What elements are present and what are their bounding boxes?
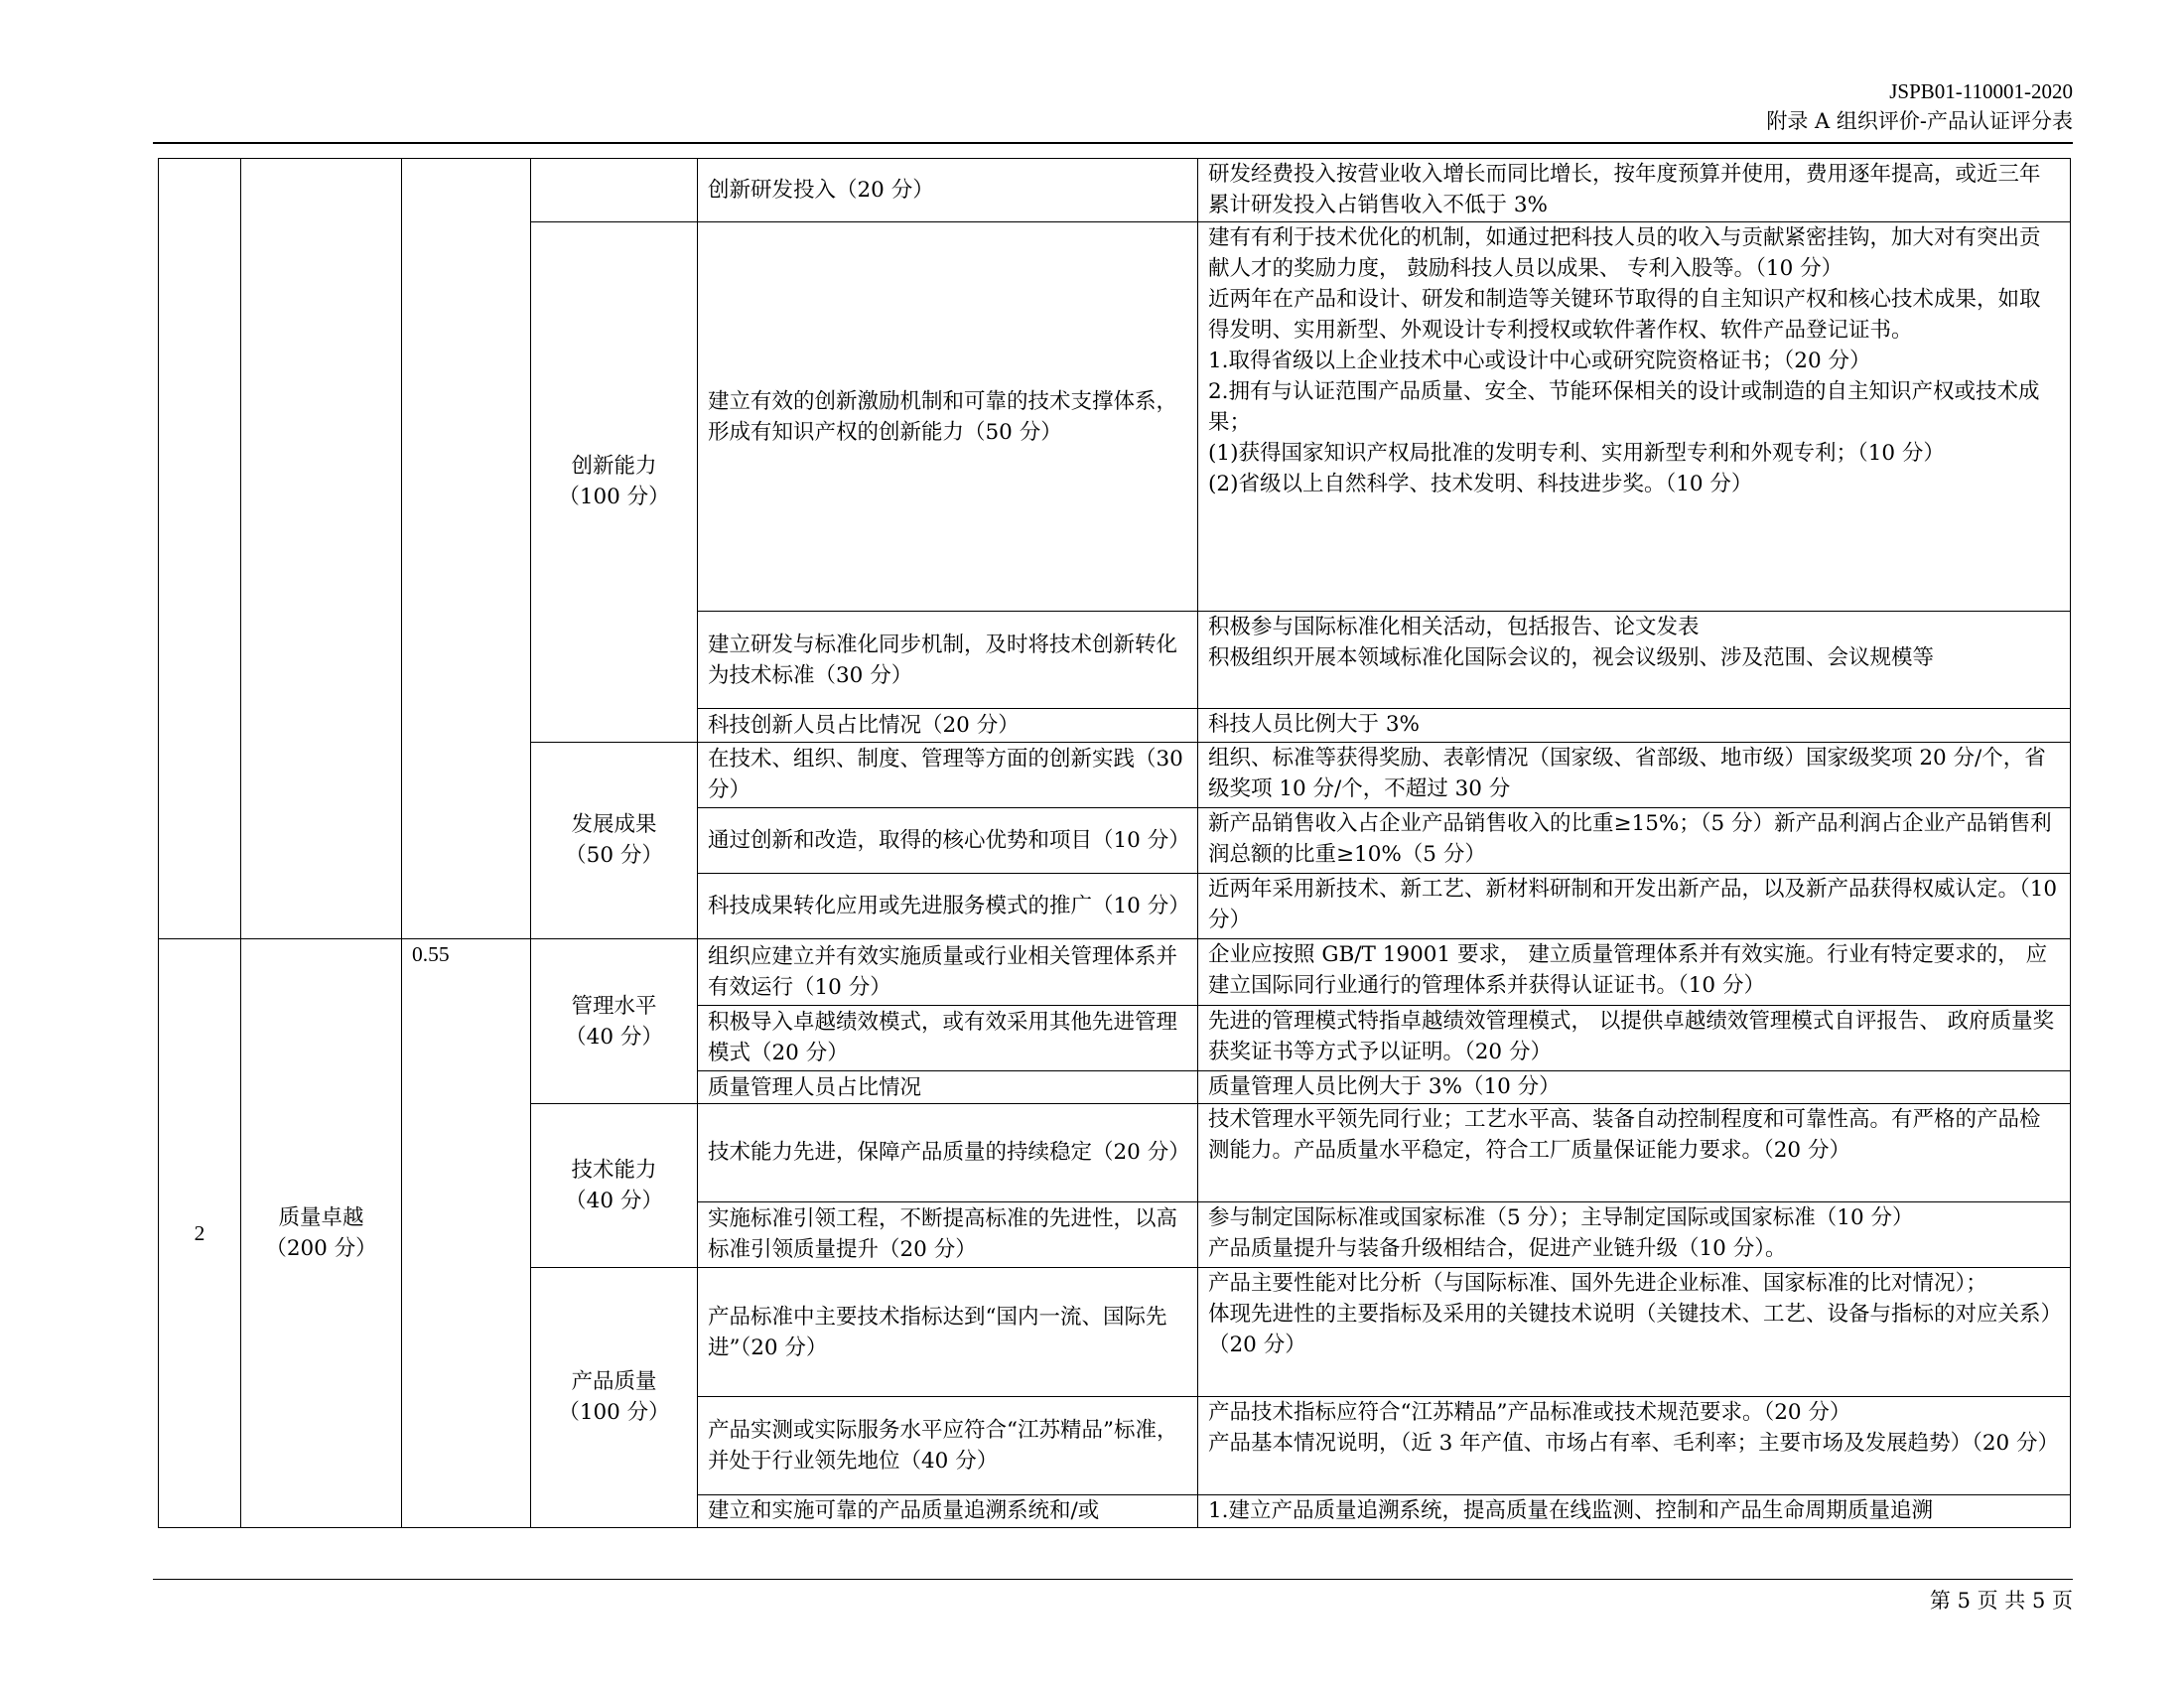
scoring-item: 产品标准中主要技术指标达到“国内一流、国际先进”（20 分）	[698, 1267, 1198, 1397]
seq-cell	[159, 159, 241, 939]
scoring-item: 在技术、组织、制度、管理等方面的创新实践（30 分）	[698, 742, 1198, 807]
scoring-item: 科技创新人员占比情况（20 分）	[698, 709, 1198, 742]
scoring-criteria: 近两年采用新技术、新工艺、新材料研制和开发出新产品，以及新产品获得权威认定。（10 分）	[1198, 874, 2071, 939]
sub-dimension-name: 创新能力	[571, 454, 657, 480]
table-row	[159, 159, 2071, 222]
scoring-item: 实施标准引领工程，不断提高标准的先进性，以高标准引领质量提升（20 分）	[698, 1201, 1198, 1267]
scoring-item: 建立和实施可靠的产品质量追溯系统和/或	[698, 1494, 1198, 1527]
sub-dimension-name: 技术能力	[571, 1157, 657, 1183]
scoring-table	[158, 158, 2071, 1528]
scoring-criteria: 研发经费投入按营业收入增长而同比增长，按年度预算并使用，费用逐年提高，或近三年累计研发投入占销售收入不低于 3%	[1198, 159, 2071, 222]
footer-rule	[153, 1579, 2073, 1580]
sub-dimension-name: 产品质量	[571, 1369, 657, 1395]
sub-dimension-cell	[531, 1104, 698, 1268]
scoring-item: 组织应建立并有效实施质量或行业相关管理体系并有效运行（10 分）	[698, 939, 1198, 1005]
scoring-criteria: 企业应按照 GB/T 19001 要求， 建立质量管理体系并有效实施。行业有特定要求的， 应建立国际同行业通行的管理体系并获得认证证书。（10 分）	[1198, 939, 2071, 1005]
sub-dimension-score: （100 分）	[558, 485, 670, 510]
scoring-criteria: 质量管理人员比例大于 3%（10 分）	[1198, 1070, 2071, 1103]
scoring-criteria: 建有有利于技术优化的机制，如通过把科技人员的收入与贡献紧密挂钩，加大对有突出贡献人才的奖励力度， 鼓励科技人员以成果、 专利入股等。（10 分） 近两年在产品和设计、研发和制造等关键环节取得的自主知识产权和核心技术成果，如取得发明、实用新型、外观设计专利授权或软件著作权、软件产品登记证书。 1.取得省级以上企业技术中心或设计中心或研究院资格证书；（20 分） 2.拥有与认证范围产品质量、安全、节能环保相关的设计或制造的自主知识产权或技术成果； (1)获得国家知识产权局批准的发明专利、实用新型专利和外观专利；（10 分） (2)省级以上自然科学、技术发明、科技进步奖。（10 分）	[1198, 222, 2071, 612]
header-rule	[153, 142, 2073, 144]
scoring-criteria: 先进的管理模式特指卓越绩效管理模式， 以提供卓越绩效管理模式自评报告、 政府质量奖获奖证书等方式予以证明。（20 分）	[1198, 1005, 2071, 1070]
sub-dimension-score: （50 分）	[565, 843, 663, 869]
sub-dimension-score: （40 分）	[565, 1188, 663, 1213]
dimension-name: 质量卓越	[278, 1205, 364, 1231]
sub-dimension-name: 发展成果	[571, 812, 657, 838]
page-number: 第 5 页 共 5 页	[1929, 1589, 2073, 1613]
dimension-cell	[241, 939, 402, 1528]
sub-dimension-cell	[531, 939, 698, 1104]
dimension-cell	[241, 159, 402, 939]
document-code: JSPB01-110001-2020	[1889, 79, 2073, 103]
sub-dimension-cell	[531, 159, 698, 222]
scoring-item: 创新研发投入（20 分）	[698, 159, 1198, 222]
scoring-item: 建立有效的创新激励机制和可靠的技术支撑体系，形成有知识产权的创新能力（50 分）	[698, 222, 1198, 612]
scoring-criteria: 组织、标准等获得奖励、表彰情况（国家级、省部级、地市级）国家级奖项 20 分/个，省级奖项 10 分/个，不超过 30 分	[1198, 742, 2071, 807]
table-row	[159, 939, 2071, 1005]
scoring-item: 质量管理人员占比情况	[698, 1070, 1198, 1103]
scoring-criteria: 新产品销售收入占企业产品销售收入的比重≥15%；（5 分）新产品利润占企业产品销售利润总额的比重≥10%（5 分）	[1198, 807, 2071, 873]
document-title: 附录 A 组织评价-产品认证评分表	[1766, 109, 2073, 133]
sub-dimension-cell	[531, 1267, 698, 1527]
scoring-criteria: 技术管理水平领先同行业；工艺水平高、装备自动控制程度和可靠性高。有严格的产品检测能力。产品质量水平稳定，符合工厂质量保证能力要求。（20 分）	[1198, 1104, 2071, 1201]
scoring-item: 积极导入卓越绩效模式，或有效采用其他先进管理模式（20 分）	[698, 1005, 1198, 1070]
scoring-item: 通过创新和改造，取得的核心优势和项目（10 分）	[698, 807, 1198, 873]
scoring-criteria: 产品主要性能对比分析（与国际标准、国外先进企业标准、国家标准的比对情况）； 体现先进性的主要指标及采用的关键技术说明（关键技术、工艺、设备与指标的对应关系）（20 分）	[1198, 1267, 2071, 1397]
dimension-score: （200 分）	[265, 1236, 377, 1262]
scoring-item: 建立研发与标准化同步机制，及时将技术创新转化为技术标准（30 分）	[698, 611, 1198, 708]
scoring-item: 产品实测或实际服务水平应符合“江苏精品”标准，并处于行业领先地位（40 分）	[698, 1397, 1198, 1494]
scoring-item: 技术能力先进，保障产品质量的持续稳定（20 分）	[698, 1104, 1198, 1201]
scoring-criteria: 产品技术指标应符合“江苏精品”产品标准或技术规范要求。（20 分） 产品基本情况说明，（近 3 年产值、市场占有率、毛利率；主要市场及发展趋势）（20 分）	[1198, 1397, 2071, 1494]
scoring-criteria: 积极参与国际标准化相关活动，包括报告、论文发表 积极组织开展本领域标准化国际会议的，视会议级别、涉及范围、会议规模等	[1198, 611, 2071, 708]
scoring-criteria: 参与制定国际标准或国家标准（5 分）；主导制定国际或国家标准（10 分） 产品质量提升与装备升级相结合，促进产业链升级（10 分）。	[1198, 1201, 2071, 1267]
sub-dimension-cell	[531, 742, 698, 939]
scoring-criteria: 1.建立产品质量追溯系统，提高质量在线监测、控制和产品生命周期质量追溯	[1198, 1494, 2071, 1527]
weight-cell: 0.55	[402, 939, 531, 1528]
seq-cell: 2	[159, 939, 241, 1528]
scoring-item: 科技成果转化应用或先进服务模式的推广（10 分）	[698, 874, 1198, 939]
sub-dimension-cell	[531, 222, 698, 742]
sub-dimension-score: （100 分）	[558, 1400, 670, 1426]
sub-dimension-score: （40 分）	[565, 1024, 663, 1050]
scoring-criteria: 科技人员比例大于 3%	[1198, 709, 2071, 742]
weight-cell	[402, 159, 531, 939]
sub-dimension-name: 管理水平	[571, 993, 657, 1019]
